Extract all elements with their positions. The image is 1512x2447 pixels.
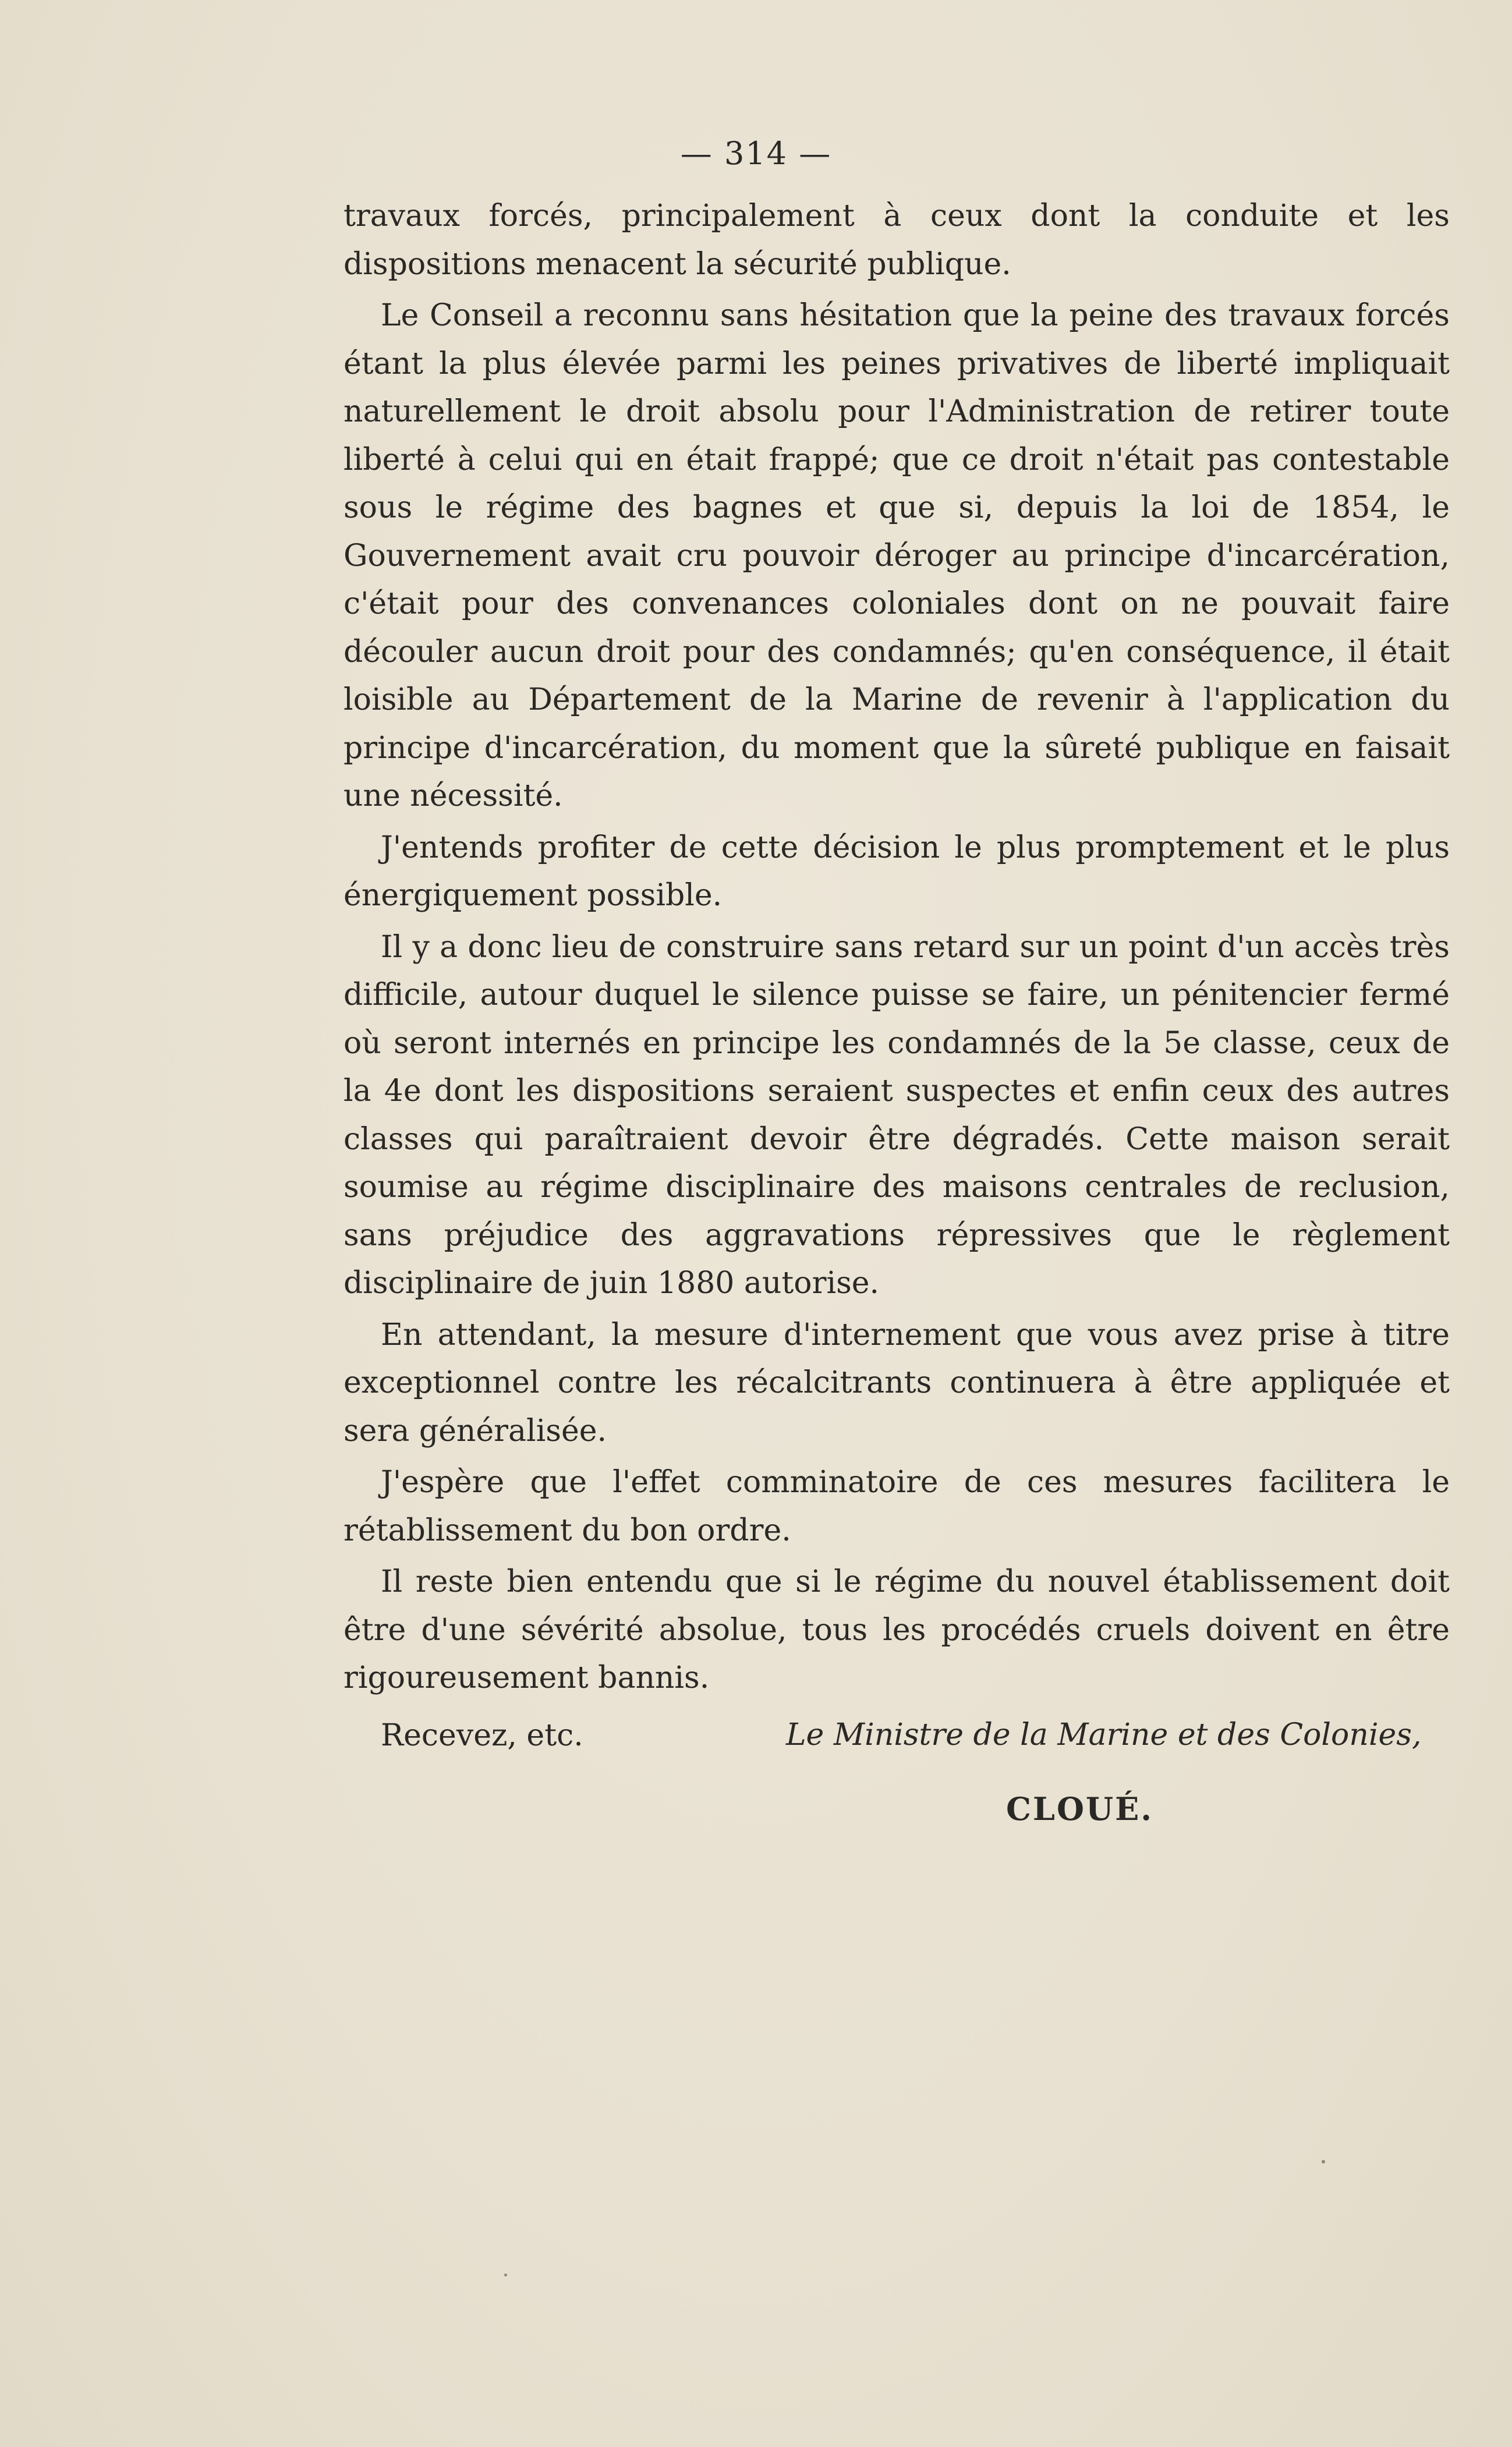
paragraph-internement: En attendant, la mesure d'internement que vous avez prise à titre exceptionnel contre les récalcitrants continuera à être appliquée et sera généralisée.	[344, 1317, 1450, 1449]
body-text	[344, 192, 1450, 1759]
paper-speck	[1322, 2160, 1325, 2163]
paper-speck	[504, 2274, 507, 2276]
paragraph-severite: Il reste bien entendu que si le régime du nouvel établissement doit être d'une sévérité absolue, tous les procédés cruels doivent en être rigoureusement bannis.	[344, 1564, 1450, 1695]
signature-name: CLOUÉ.	[1006, 1790, 1154, 1828]
paragraph-conseil: Le Conseil a reconnu sans hésitation que la peine des travaux forcés étant la plus élevée parmi les peines privatives de liberté impliquait naturellement le droit absolu pour l'Administration de retirer toute liberté à celui qui en était frappé; que ce droit n'était pas contestable sous le régime des bagnes et que si, depuis la loi de 1854, le Gouvernement avait cru pouvoir déroger au principe d'incarcération, c'était pour des convenances coloniales dont on ne pouvait faire découler aucun droit pour des condamnés; qu'en conséquence, il était loisible au Département de la Marine de revenir à l'application du principe d'incarcération, du moment que la sûreté publique en faisait une nécessité.	[344, 298, 1450, 813]
signature-title: Le Ministre de la Marine et des Colonies,	[786, 1717, 1422, 1752]
paragraph-penitencier: Il y a donc lieu de construire sans retard sur un point d'un accès très difficile, autour duquel le silence puisse se faire, un pénitencier fermé où seront internés en principe les condamnés de la 5e classe, ceux de la 4e dont les dispositions seraient suspectes et enfin ceux des autres classes qui paraîtraient devoir être dégradés. Cette maison serait soumise au régime disciplinaire des maisons centrales de reclusion, sans préjudice des aggravations répressives que le règlement disciplinaire de juin 1880 autorise.	[344, 929, 1450, 1301]
paragraph-continuation: travaux forcés, principalement à ceux dont la conduite et les dispositions menacent la sécurité publique.	[344, 199, 1450, 282]
page-number: — 314 —	[680, 135, 832, 172]
paragraph-comminatoire: J'espère que l'effet comminatoire de ces mesures facilitera le rétablissement du bon ordre.	[344, 1465, 1450, 1548]
closing-formula: Recevez, etc.	[381, 1717, 583, 1753]
paragraph-decision: J'entends profiter de cette décision le plus promptement et le plus énergiquement possible.	[344, 830, 1450, 913]
